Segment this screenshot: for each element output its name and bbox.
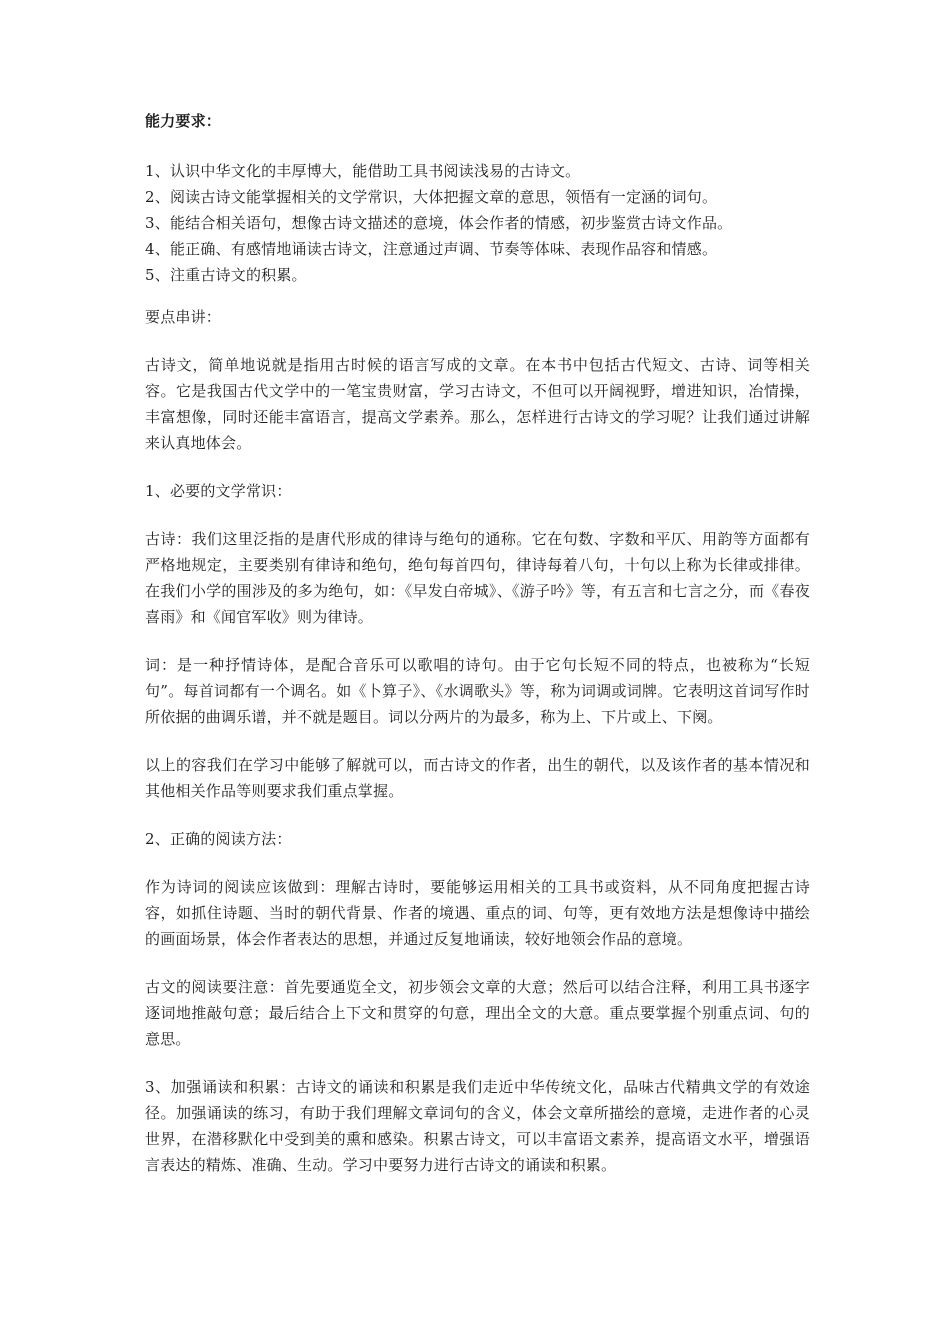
requirement-item: 1、认识中华文化的丰厚博大，能借助工具书阅读浅易的古诗文。: [145, 162, 581, 180]
requirements-list: [145, 158, 810, 288]
gushi-paragraph: 古诗：我们这里泛指的是唐代形成的律诗与绝句的通称。它在句数、字数和平仄、用韵等方面都有严格地规定，主要类别有律诗和绝句，绝句每首四句，律诗每着八句，十句以上称为长律或排律。在我们小学的围涉及的多为绝句，如：《早发白帝城》、《游子吟》等，有五言和七言之分，而《春夜喜雨》和《闻官军收》则为律诗。: [145, 530, 810, 626]
section3-paragraph: 3、加强诵读和积累：古诗文的诵读和积累是我们走近中华传统文化，品味古代精典文学的有效途径。加强诵读的练习，有助于我们理解文章词句的含义，体会文章所描绘的意境，走进作者的心灵世界，在潜移默化中受到美的熏和感染。积累古诗文，可以丰富语文素养，提高语文水平，增强语言表达的精炼、准确、生动。学习中要努力进行古诗文的诵读和积累。: [145, 1078, 810, 1174]
section1-label: 1、必要的文学常识：: [145, 482, 292, 500]
intro-paragraph: 古诗文，简单地说就是指用古时候的语言写成的文章。在本书中包括古代短文、古诗、词等相关容。它是我国古代文学中的一笔宝贵财富，学习古诗文，不但可以开阔视野，增进知识，冶情操，丰富想像，同时还能丰富语言，提高文学素养。那么，怎样进行古诗文的学习呢？让我们通过讲解来认真地体会。: [145, 356, 810, 452]
key-points-label: 要点串讲：: [145, 308, 222, 326]
section-heading: 能力要求：: [145, 112, 222, 130]
poetry-reading-paragraph: 作为诗词的阅读应该做到：理解古诗时，要能够运用相关的工具书或资料，从不同角度把握古诗容，如抓住诗题、当时的朝代背景、作者的境遇、重点的词、句等，更有效地方法是想像诗中描绘的画面场景，体会作者表达的思想，并通过反复地诵读，较好地领会作品的意境。: [145, 878, 810, 948]
document-page: [145, 108, 810, 1200]
requirement-item: 4、能正确、有感情地诵读古诗文，注意通过声调、节奏等体味、表现作品容和情感。: [145, 240, 718, 258]
requirement-item: 2、阅读古诗文能掌握相关的文学常识，大体把握文章的意思，领悟有一定涵的词句。: [145, 188, 718, 206]
requirement-item: 5、注重古诗文的积累。: [145, 266, 307, 284]
requirement-item: 3、能结合相关语句，想像古诗文描述的意境，体会作者的情感，初步鉴赏古诗文作品。: [145, 214, 733, 232]
ci-paragraph: 词：是一种抒情诗体，是配合音乐可以歌唱的诗句。由于它句长短不同的特点，也被称为“长短句”。每首词都有一个调名。如《卜算子》、《水调歌头》等，称为词调或词牌。它表明这首词写作时所依据的曲调乐谱，并不就是题目。词以分两片的为最多，称为上、下片或上、下阕。: [145, 656, 810, 726]
section2-label: 2、正确的阅读方法：: [145, 830, 292, 848]
summary-paragraph: 以上的容我们在学习中能够了解就可以，而古诗文的作者，出生的朝代，以及该作者的基本情况和其他相关作品等则要求我们重点掌握。: [145, 756, 810, 800]
prose-reading-paragraph: 古文的阅读要注意：首先要通览全文，初步领会文章的大意；然后可以结合注释，利用工具书逐字逐词地推敲句意；最后结合上下文和贯穿的句意，理出全文的大意。重点要掌握个别重点词、句的意思。: [145, 978, 810, 1048]
